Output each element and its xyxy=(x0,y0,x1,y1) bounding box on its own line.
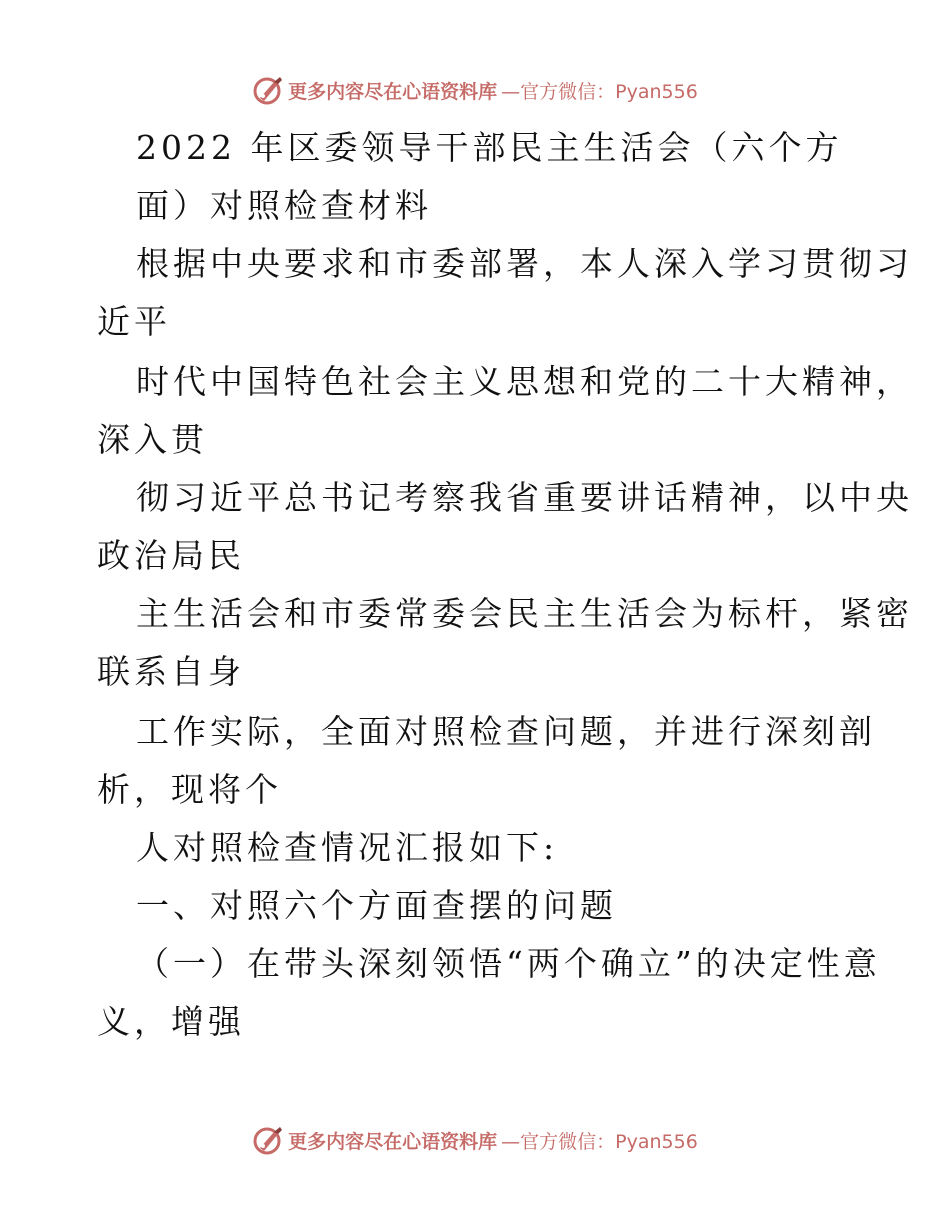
doc-line: 联系自身 xyxy=(97,652,245,691)
subsection-heading: （一）在带头深刻领悟“两个确立”的决定性意 xyxy=(136,944,881,983)
doc-line: 工作实际，全面对照检查问题，并进行深刻剖 xyxy=(136,712,876,751)
doc-line: 人对照检查情况汇报如下: xyxy=(136,828,559,867)
doc-line: 彻习近平总书记考察我省重要讲话精神，以中央 xyxy=(136,478,913,517)
doc-title-line-1: 2022 年区委领导干部民主生活会（六个方 xyxy=(136,128,843,167)
doc-line: 根据中央要求和市委部署，本人深入学习贯彻习 xyxy=(136,244,913,283)
pen-logo-icon xyxy=(252,74,284,106)
header-contact-text: —官方微信：Pyan556 xyxy=(501,80,698,103)
doc-line: 近平 xyxy=(97,302,171,341)
doc-line: 析，现将个 xyxy=(97,770,282,809)
doc-line: 政治局民 xyxy=(97,536,245,575)
doc-line: 深入贯 xyxy=(97,420,208,459)
footer-contact-text: —官方微信：Pyan556 xyxy=(501,1130,698,1153)
doc-title-line-2: 面）对照检查材料 xyxy=(136,186,432,225)
doc-line: 义，增强 xyxy=(97,1002,245,1041)
doc-line: 主生活会和市委常委会民主生活会为标杆，紧密 xyxy=(136,594,913,633)
section-heading: 一、对照六个方面查摆的问题 xyxy=(136,886,617,925)
footer-brand-text: 更多内容尽在心语资料库 xyxy=(288,1130,498,1153)
footer-watermark xyxy=(0,1122,950,1158)
pen-logo-icon xyxy=(252,1124,284,1156)
header-brand-text: 更多内容尽在心语资料库 xyxy=(288,80,498,103)
header-watermark xyxy=(0,72,950,108)
doc-line: 时代中国特色社会主义思想和党的二十大精神， xyxy=(136,362,913,401)
